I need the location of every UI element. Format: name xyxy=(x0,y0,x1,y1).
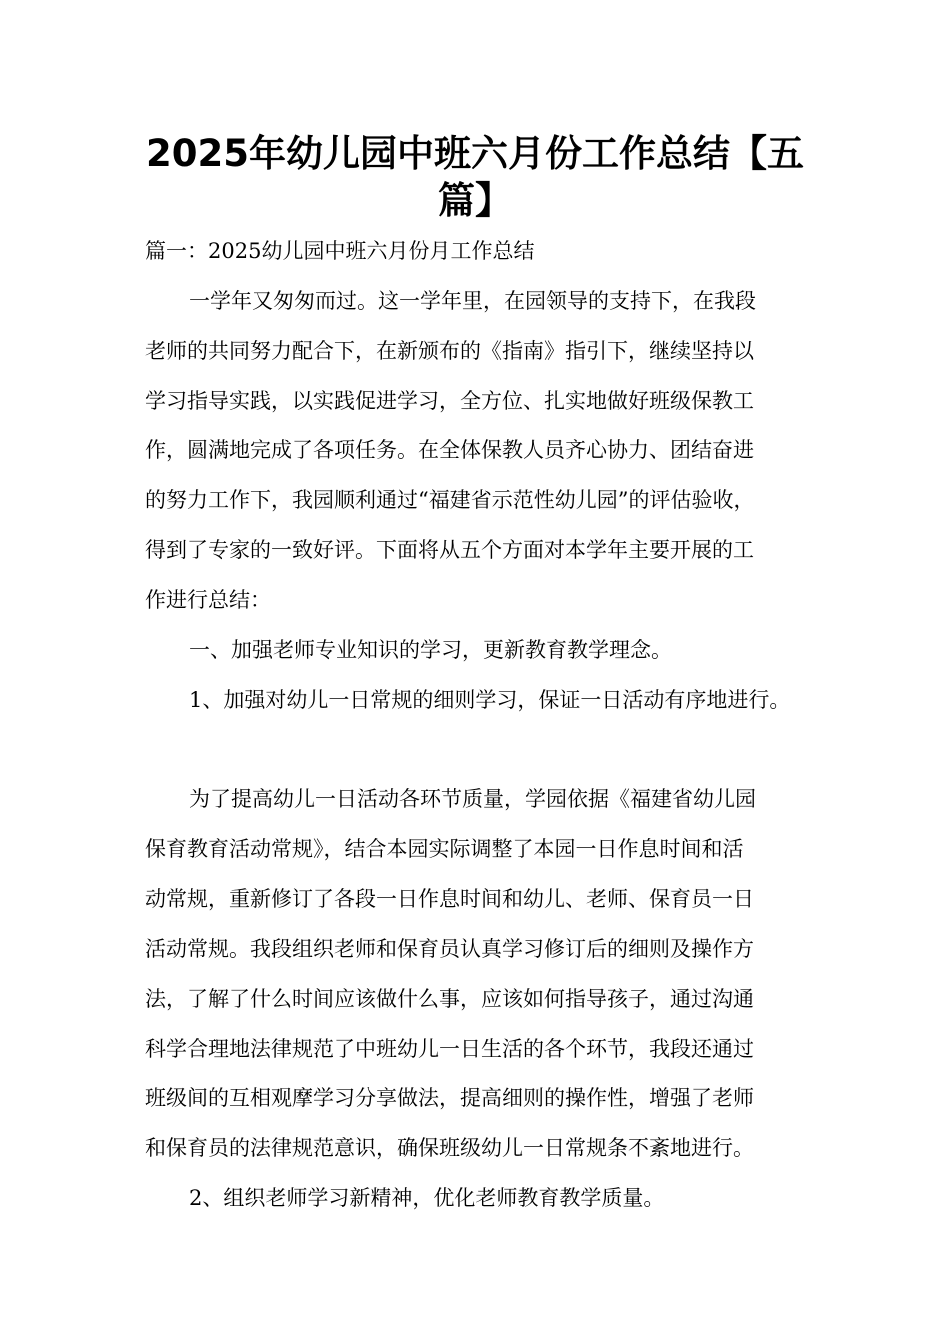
paragraph-2-line-4: 活动常规。我段组织老师和保育员认真学习修订后的细则及操作方 xyxy=(145,937,754,961)
item-1: 1、加强对幼儿一日常规的细则学习，保证一日活动有序地进行。 xyxy=(189,688,791,712)
paragraph-1-line-6: 得到了专家的一致好评。下面将从五个方面对本学年主要开展的工 xyxy=(145,538,754,562)
paragraph-2-line-3: 动常规，重新修订了各段一日作息时间和幼儿、老师、保育员一日 xyxy=(145,887,754,911)
paragraph-2-line-1: 为了提高幼儿一日活动各环节质量，学园依据《福建省幼儿园 xyxy=(189,787,756,811)
paragraph-2-line-2: 保育教育活动常规》，结合本园实际调整了本园一日作息时间和活 xyxy=(145,837,744,861)
document-title-line-1: 2025年幼儿园中班六月份工作总结【五 xyxy=(146,132,804,175)
paragraph-2-line-7: 班级间的互相观摩学习分享做法，提高细则的操作性，增强了老师 xyxy=(145,1086,754,1110)
paragraph-1-line-7: 作进行总结： xyxy=(145,588,271,612)
paragraph-1-line-5: 的努力工作下，我园顺利通过“福建省示范性幼儿园”的评估验收， xyxy=(145,488,755,512)
paragraph-1-line-1: 一学年又匆匆而过。这一学年里，在园领导的支持下，在我段 xyxy=(189,289,756,313)
heading-1: 一、加强老师专业知识的学习，更新教育教学理念。 xyxy=(189,638,672,662)
section-heading: 篇一：2025幼儿园中班六月份月工作总结 xyxy=(145,239,535,263)
paragraph-2-line-8: 和保育员的法律规范意识，确保班级幼儿一日常规条不紊地进行。 xyxy=(145,1136,754,1160)
item-2: 2、组织老师学习新精神，优化老师教育教学质量。 xyxy=(189,1186,665,1210)
paragraph-2-line-5: 法，了解了什么时间应该做什么事，应该如何指导孩子，通过沟通 xyxy=(145,987,754,1011)
paragraph-2-line-6: 科学合理地法律规范了中班幼儿一日生活的各个环节，我段还通过 xyxy=(145,1037,754,1061)
paragraph-1-line-2: 老师的共同努力配合下，在新颁布的《指南》指引下，继续坚持以 xyxy=(145,339,754,363)
paragraph-1-line-4: 作，圆满地完成了各项任务。在全体保教人员齐心协力、团结奋进 xyxy=(145,438,754,462)
paragraph-1-line-3: 学习指导实践，以实践促进学习，全方位、扎实地做好班级保教工 xyxy=(145,389,754,413)
document-title-line-2: 篇】 xyxy=(438,179,512,222)
